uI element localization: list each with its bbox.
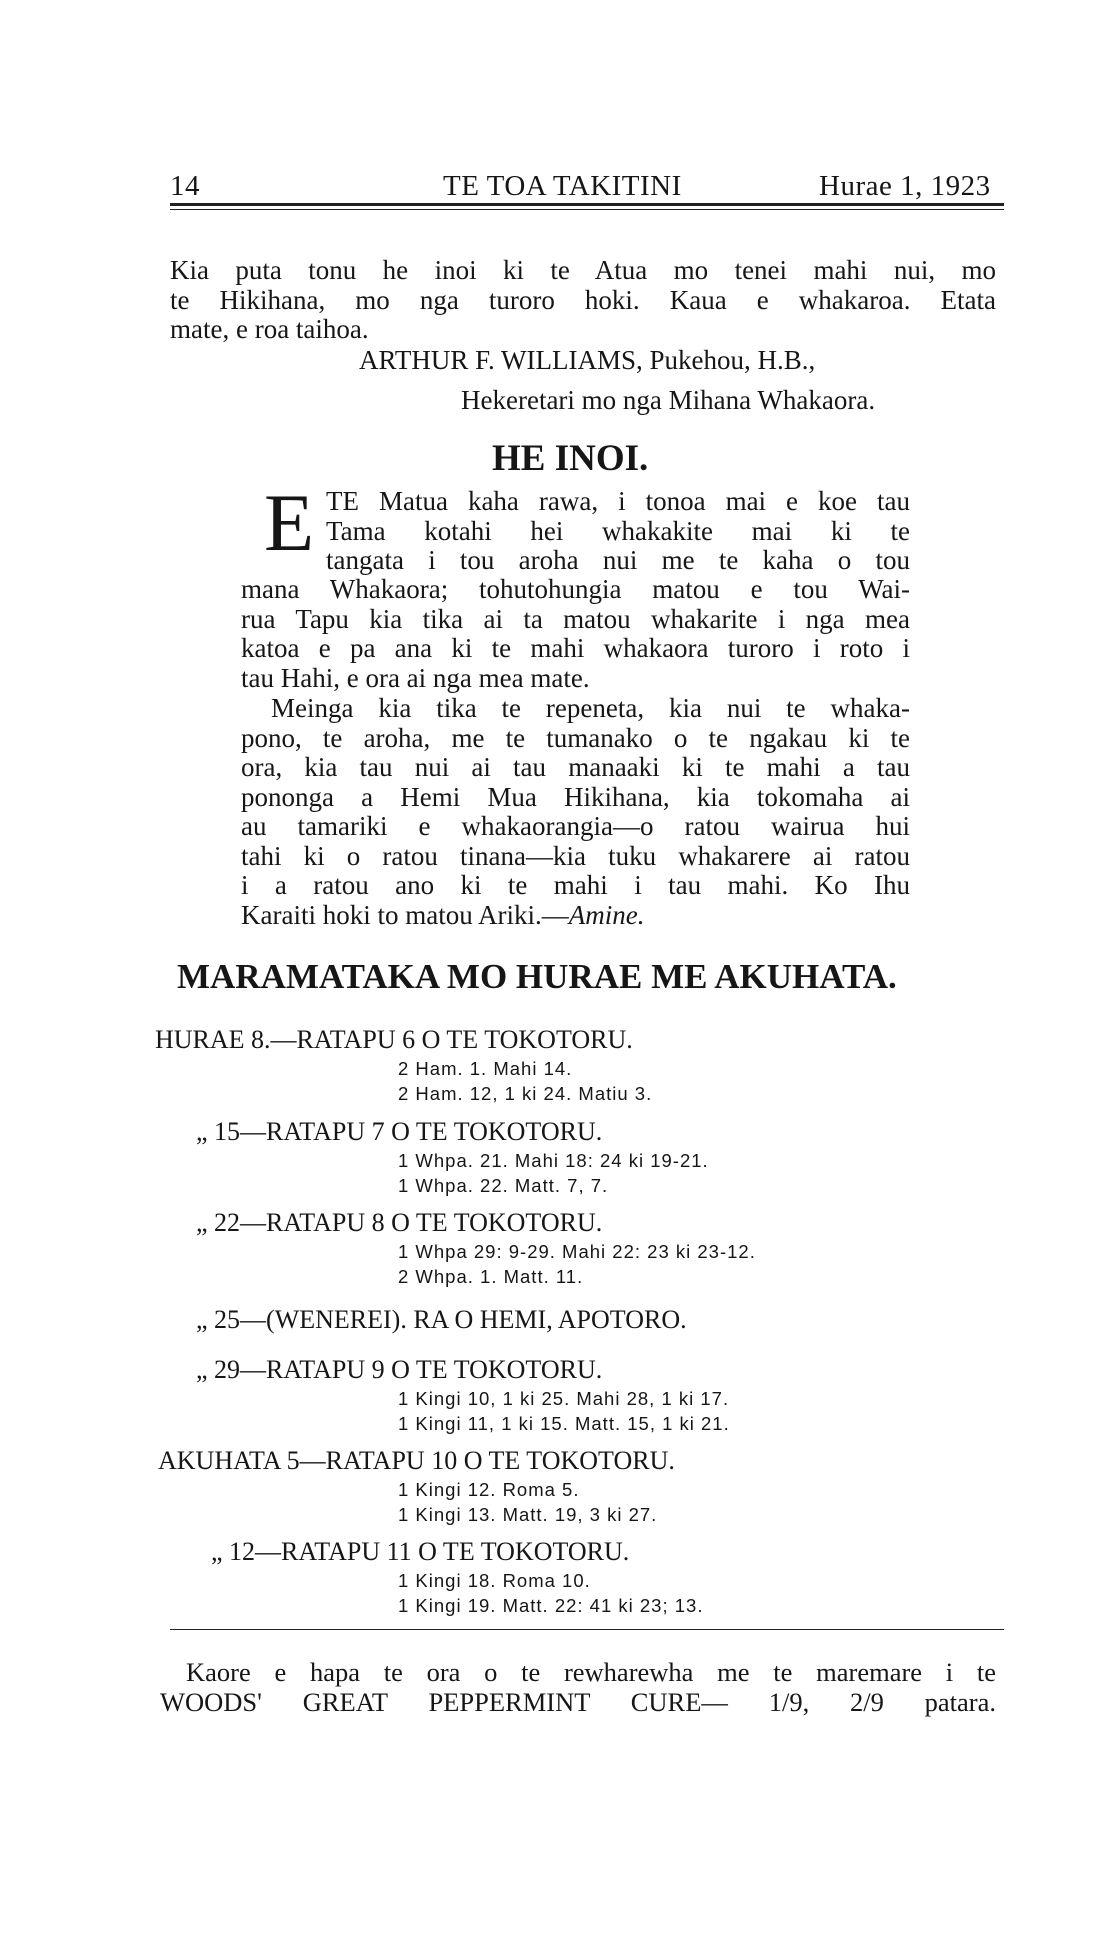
- calendar-entry-title: HURAE 8.—RATAPU 6 O TE TOKOTORU.: [155, 1025, 633, 1054]
- amen: Amine.: [568, 899, 645, 930]
- intro-line: mate, e roa taihoa.: [170, 314, 369, 344]
- drop-cap: E: [264, 477, 315, 568]
- intro-line: Kia puta tonu he inoi ki te Atua mo tenei mahi nui, mo: [170, 255, 996, 285]
- calendar-reading: 1 Kingi 12. Roma 5.: [398, 1479, 580, 1500]
- prayer-line: katoa e pa ana ki te mahi whakaora turoro i roto i: [241, 633, 910, 663]
- calendar-reading: 2 Ham. 12, 1 ki 24. Matiu 3.: [398, 1083, 653, 1104]
- calendar-reading: 1 Kingi 10, 1 ki 25. Mahi 28, 1 ki 17.: [398, 1388, 730, 1409]
- prayer-line: tahi ki o ratou tinana—kia tuku whakarere ai ratou: [241, 840, 910, 871]
- calendar-reading: 2 Ham. 1. Mahi 14.: [398, 1058, 573, 1079]
- prayer-line: mana Whakaora; tohutohungia matou e tou Wai-: [241, 574, 910, 604]
- signature-title: Hekeretari mo nga Mihana Whakaora.: [461, 385, 876, 415]
- calendar-entry-title: „ 12—RATAPU 11 O TE TOKOTORU.: [211, 1537, 630, 1566]
- calendar-reading: 1 Kingi 19. Matt. 22: 41 ki 23; 13.: [398, 1595, 704, 1616]
- issue-date: Hurae 1, 1923: [819, 170, 991, 202]
- prayer-line: tangata i tou aroha nui me te kaha o tou: [326, 545, 910, 575]
- calendar-reading: 1 Whpa. 21. Mahi 18: 24 ki 19-21.: [398, 1150, 709, 1171]
- calendar-title: MARAMATAKA MO HURAE ME AKUHATA.: [177, 957, 897, 996]
- prayer-last-text: Karaiti hoki to matou Ariki.—: [241, 899, 569, 930]
- prayer-line: Meinga kia tika te repeneta, kia nui te whaka-: [271, 693, 910, 723]
- calendar-reading: 1 Whpa. 22. Matt. 7, 7.: [398, 1175, 609, 1196]
- calendar-reading: 2 Whpa. 1. Matt. 11.: [398, 1266, 584, 1287]
- intro-paragraph: [170, 256, 996, 345]
- calendar-entry-title: AKUHATA 5—RATAPU 10 O TE TOKOTORU.: [158, 1446, 675, 1475]
- prayer-line: tau Hahi, e ora ai nga mea mate.: [241, 662, 590, 693]
- signature-name: ARTHUR F. WILLIAMS, Pukehou, H.B.,: [359, 345, 816, 375]
- calendar-reading: 1 Whpa 29: 9-29. Mahi 22: 23 ki 23-12.: [398, 1241, 756, 1262]
- prayer-opening-indented: [326, 487, 910, 576]
- prayer-line: Tama kotahi hei whakakite mai ki te: [326, 515, 910, 546]
- journal-title: TE TOA TAKITINI: [443, 170, 682, 202]
- prayer-line: rua Tapu kia tika ai ta matou whakarite i nga mea: [241, 603, 910, 634]
- prayer-paragraph-1: [241, 575, 910, 693]
- prayer-paragraph-2: [241, 694, 910, 930]
- prayer-line: TE Matua kaha rawa, i tonoa mai e koe tau: [326, 486, 910, 516]
- calendar-entry-title: „ 25—(WENEREI). RA O HEMI, APOTORO.: [196, 1305, 687, 1334]
- intro-line: te Hikihana, mo nga turoro hoki. Kaua e whakaroa. Etata: [170, 284, 996, 315]
- calendar-reading: 1 Kingi 11, 1 ki 15. Matt. 15, 1 ki 21.: [398, 1413, 730, 1434]
- page-number: 14: [170, 170, 200, 202]
- calendar-entry-title: „ 15—RATAPU 7 O TE TOKOTORU.: [196, 1117, 603, 1146]
- prayer-line: i a ratou ano ki te mahi i tau mahi. Ko Ihu: [241, 870, 910, 900]
- header-rule-thin: [170, 209, 1004, 210]
- footer-rule: [170, 1629, 1004, 1630]
- calendar-reading: 1 Kingi 13. Matt. 19, 3 ki 27.: [398, 1504, 658, 1525]
- header-rule-thick: [170, 203, 1004, 206]
- prayer-last-line: [241, 901, 910, 931]
- calendar-entry-title: „ 22—RATAPU 8 O TE TOKOTORU.: [196, 1208, 603, 1237]
- calendar-reading: 1 Kingi 18. Roma 10.: [398, 1570, 591, 1591]
- calendar-entry-title: „ 29—RATAPU 9 O TE TOKOTORU.: [196, 1355, 603, 1384]
- advert: [160, 1658, 996, 1717]
- advert-line: WOODS' GREAT PEPPERMINT CURE— 1/9, 2/9 patara.: [160, 1686, 996, 1717]
- advert-line: Kaore e hapa te ora o te rewharewha me te maremare i te: [186, 1657, 996, 1687]
- prayer-line: ora, kia tau nui ai tau manaaki ki te mahi a tau: [241, 752, 910, 782]
- prayer-line: au tamariki e whakaorangia—o ratou wairua hui: [241, 811, 910, 841]
- prayer-line: pono, te aroha, me te tumanako o te ngakau ki te: [241, 722, 910, 753]
- prayer-line: pononga a Hemi Mua Hikihana, kia tokomaha ai: [241, 781, 910, 812]
- prayer-title: HE INOI.: [492, 438, 649, 479]
